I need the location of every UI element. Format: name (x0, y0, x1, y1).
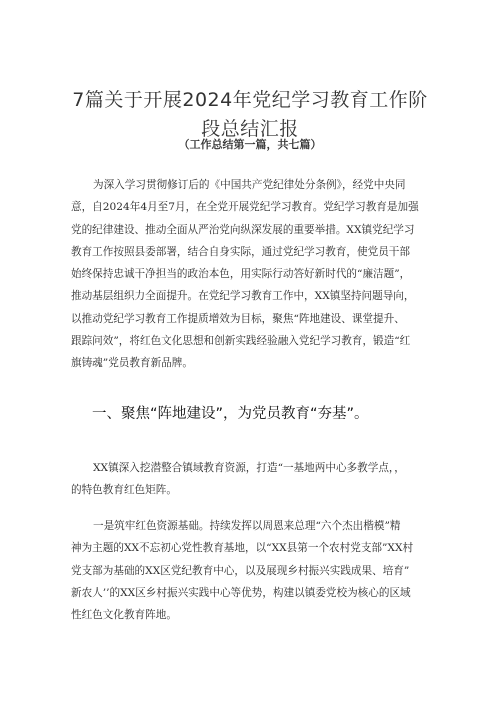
paragraph-line: 为深入学习贯彻修订后的《中国共产党纪律处分条例》，经党中央同 (93, 179, 406, 191)
paragraph-line: 意，自2024年4月至7月，在全党开展党纪学习教育。党纪学习教育是加强 (71, 201, 419, 214)
paragraph-section-1-intro (71, 457, 431, 502)
paragraph-section-1-point-1 (71, 515, 431, 626)
paragraph-line: 以推动党纪学习教育工作提质增效为目标，聚焦“阵地建设、课堂提升、 (71, 312, 405, 325)
paragraph-line: 旗铸魂”党员教育新品牌。 (71, 357, 193, 370)
paragraph-line: 教育工作按照县委部署，结合自身实际，通过党纪学习教育，使党员干部 (71, 245, 410, 258)
title-line-1: 7篇关于开展2024年党纪学习教育工作阶 (72, 89, 428, 111)
paragraph-line: 神为主题的XX不忘初心党性教育基地，以“XX县第一个农村党支部”XX村 (71, 542, 414, 555)
paragraph-line: 性红色文化教育阵地。 (71, 609, 177, 622)
paragraph-line: 推动基层组织力全面提升。在党纪学习教育工作中，XX镇坚持问题导向， (71, 290, 415, 303)
paragraph-line: XX镇深入挖潜整合镇域教育资源，打造“一基地两中心多教学点，， (93, 462, 405, 474)
paragraph-line: 一是筑牢红色资源基础。持续发挥以周恩来总理“六个杰出楷模”精 (93, 520, 401, 532)
document-subtitle: （工作总结第一篇，共七篇） (178, 138, 322, 151)
paragraph-line: 党支部为基础的XX区党纪教育中心，以及展现乡村振兴实践成果、培育” (71, 564, 410, 577)
paragraph-line: 新农人’’的XX区乡村振兴实践中心等优势，构建以镇委党校为核心的区域 (71, 586, 411, 599)
paragraph-intro (71, 174, 431, 375)
title-line-2: 段总结汇报 (201, 118, 299, 140)
paragraph-line: 党的纪律建设、推动全面从严治党向纵深发展的重要举措。XX镇党纪学习 (71, 223, 415, 236)
paragraph-line: 的特色教育红色矩阵。 (71, 484, 177, 497)
paragraph-line: 跟踪问效”，将红色文化思想和创新实践经验融入党纪学习教育，锻造“红 (71, 335, 411, 348)
section-heading-1: 一、聚焦“阵地建设”，为党员教育“夯基”。 (92, 406, 369, 422)
paragraph-line: 始终保持忠诚干净担当的政治本色，用实际行动答好新时代的“廉洁题”， (71, 268, 411, 281)
